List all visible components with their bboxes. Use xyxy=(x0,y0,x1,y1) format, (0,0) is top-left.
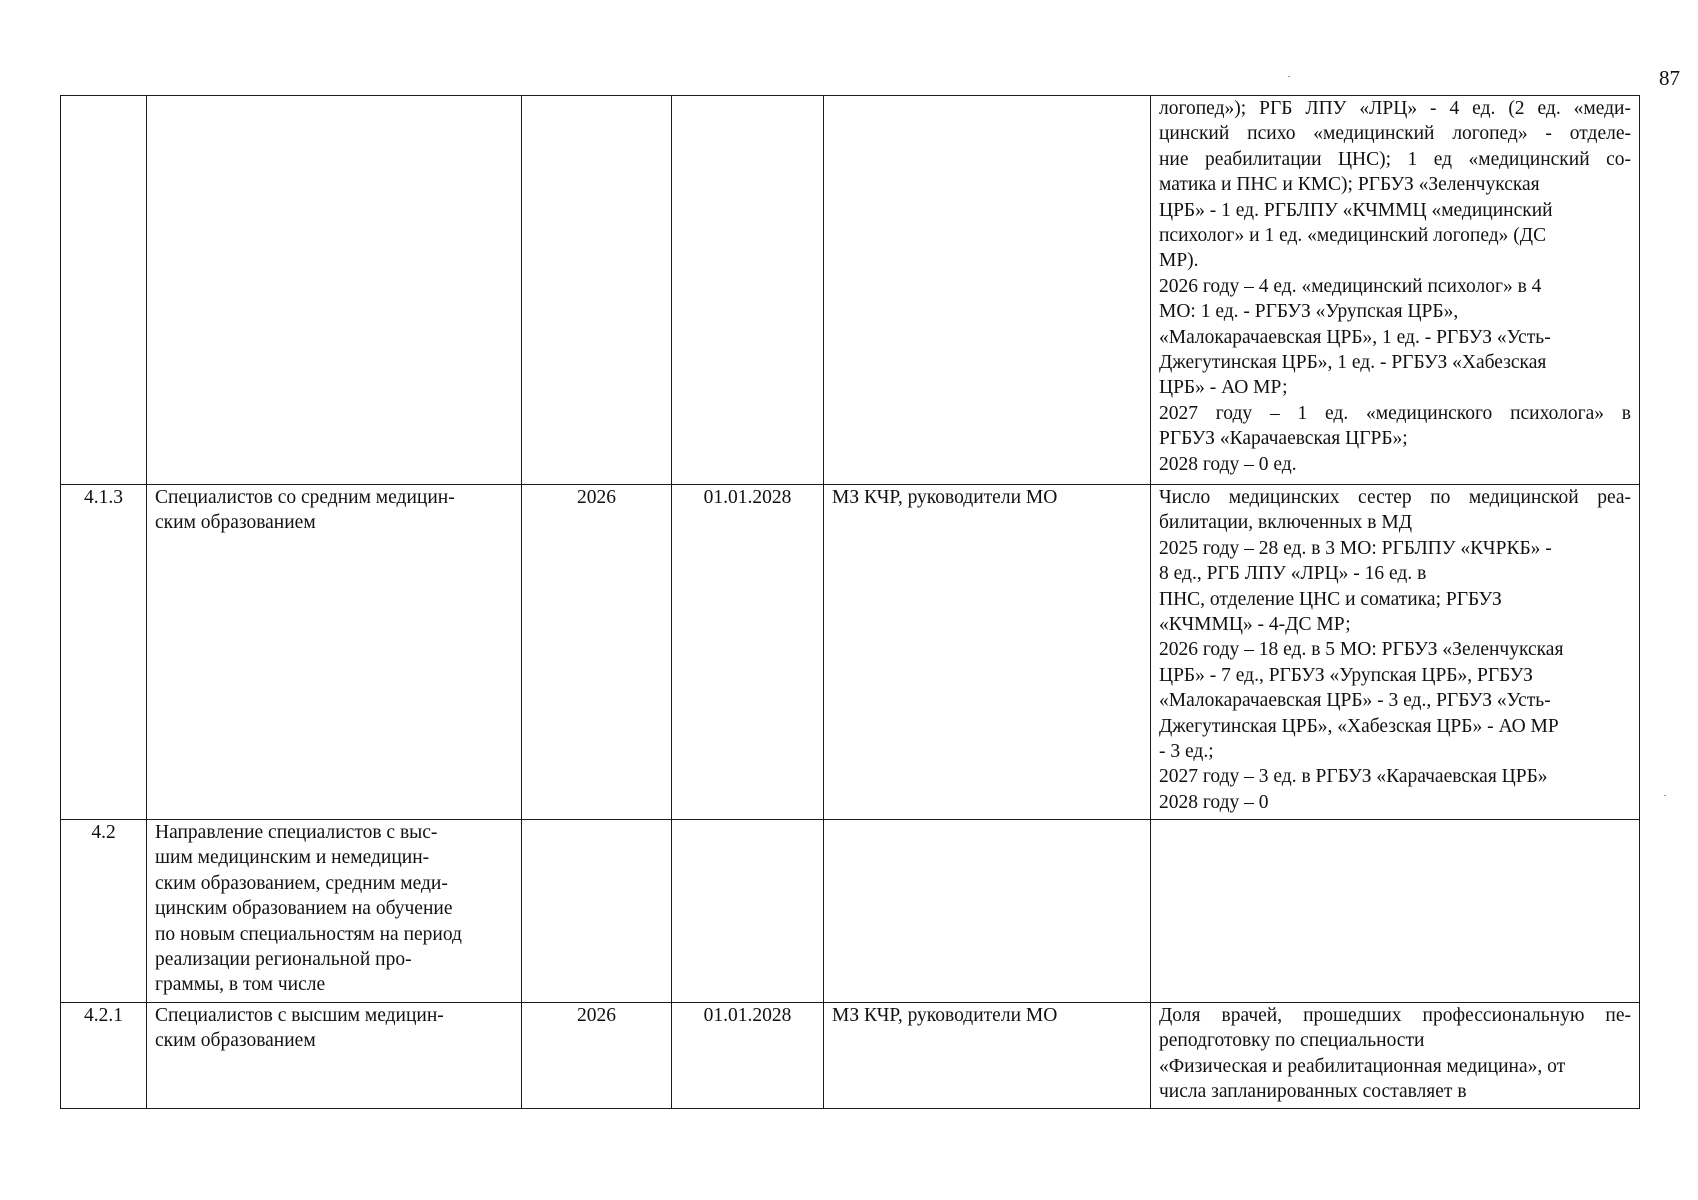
cell-indicator xyxy=(1151,485,1640,820)
text-line: МР). xyxy=(1159,250,1199,272)
cell-year xyxy=(522,96,672,485)
cell-year xyxy=(522,820,672,1003)
text-line: ским образованием, средним меди- xyxy=(155,872,448,894)
text-line: ние реабилитации ЦНС); 1 ед «медицинский со- xyxy=(1159,148,1631,170)
text-line: Доля врачей, прошедших профессиональную пе- xyxy=(1159,1005,1631,1026)
text-line: 2028 году – 0 xyxy=(1159,791,1269,813)
document-table xyxy=(60,95,1640,1109)
text-line: 2026 году – 18 ед. в 5 МО: РГБУЗ «Зеленчукская xyxy=(1159,639,1564,661)
cell-date xyxy=(672,820,824,1003)
text-line: Специалистов с высшим медицин- xyxy=(155,1005,444,1026)
text-line: ПНС, отделение ЦНС и соматика; РГБУЗ xyxy=(1159,588,1502,610)
scan-speck xyxy=(1288,76,1290,77)
cell-responsible: МЗ КЧР, руководители МО xyxy=(824,485,1151,820)
cell-responsible: МЗ КЧР, руководители МО xyxy=(824,1003,1151,1109)
text-line: ЦРБ» - 7 ед., РГБУЗ «Урупская ЦРБ», РГБУЗ xyxy=(1159,664,1533,686)
cell-title xyxy=(147,820,522,1003)
cell-date: 01.01.2028 xyxy=(672,485,824,820)
text-line: Джегутинская ЦРБ», «Хабезская ЦРБ» - АО МР xyxy=(1159,715,1559,737)
text-line: граммы, в том числе xyxy=(155,974,326,996)
cell-number: 4.2 xyxy=(61,820,147,1003)
cell-date xyxy=(672,96,824,485)
text-line: - 3 ед.; xyxy=(1159,741,1214,763)
text-line: числа запланированных составляет в xyxy=(1159,1081,1467,1103)
text-line: МО: 1 ед. - РГБУЗ «Урупская ЦРБ», xyxy=(1159,301,1459,323)
cell-title xyxy=(147,1003,522,1109)
text-line: 2028 году – 0 ед. xyxy=(1159,453,1297,475)
cell-year: 2026 xyxy=(522,485,672,820)
text-line: логопед»); РГБ ЛПУ «ЛРЦ» - 4 ед. (2 ед. «меди- xyxy=(1159,98,1631,119)
text-line: 2027 году – 3 ед. в РГБУЗ «Карачаевская ЦРБ» xyxy=(1159,766,1548,788)
cell-title xyxy=(147,485,522,820)
cell-indicator xyxy=(1151,1003,1640,1109)
cell-responsible xyxy=(824,96,1151,485)
scan-speck xyxy=(1664,795,1666,796)
table-row xyxy=(61,485,1640,820)
text-line: матика и ПНС и КМС); РГБУЗ «Зеленчукская xyxy=(1159,174,1540,196)
text-line: 8 ед., РГБ ЛПУ «ЛРЦ» - 16 ед. в xyxy=(1159,563,1427,585)
text-line: реализации региональной про- xyxy=(155,949,412,971)
text-line: Число медицинских сестер по медицинской реа- xyxy=(1159,487,1631,508)
text-line: по новым специальностям на период xyxy=(155,923,462,945)
text-line: цинским образованием на обучение xyxy=(155,898,453,920)
cell-number: 4.2.1 xyxy=(61,1003,147,1109)
cell-indicator xyxy=(1151,96,1640,485)
table-row xyxy=(61,820,1640,1003)
text-line: билитации, включенных в МД xyxy=(1159,512,1413,534)
text-line: 2026 году – 4 ед. «медицинский психолог» в 4 xyxy=(1159,275,1542,297)
cell-title xyxy=(147,96,522,485)
text-line: ЦРБ» - АО МР; xyxy=(1159,377,1288,399)
text-line: реподготовку по специальности xyxy=(1159,1030,1425,1052)
text-line: 2027 году – 1 ед. «медицинского психолога» в xyxy=(1159,402,1631,424)
table-row xyxy=(61,1003,1640,1109)
text-line: Направление специалистов с выс- xyxy=(155,822,438,843)
text-line: «Малокарачаевская ЦРБ», 1 ед. - РГБУЗ «Усть- xyxy=(1159,326,1551,348)
cell-year: 2026 xyxy=(522,1003,672,1109)
cell-number xyxy=(61,96,147,485)
text-line: ЦРБ» - 1 ед. РГБЛПУ «КЧММЦ «медицинский xyxy=(1159,199,1553,221)
text-line: 2025 году – 28 ед. в 3 МО: РГБЛПУ «КЧРКБ» - xyxy=(1159,537,1552,559)
cell-date: 01.01.2028 xyxy=(672,1003,824,1109)
cell-number: 4.1.3 xyxy=(61,485,147,820)
text-line: «Малокарачаевская ЦРБ» - 3 ед., РГБУЗ «Усть- xyxy=(1159,690,1551,712)
text-line: «Физическая и реабилитационная медицина», от xyxy=(1159,1055,1566,1077)
text-line: РГБУЗ «Карачаевская ЦГРБ»; xyxy=(1159,428,1408,450)
text-line: цинский психо «медицинский логопед» - отделе- xyxy=(1159,123,1631,145)
table-row xyxy=(61,96,1640,485)
page-number: 87 xyxy=(1659,66,1680,90)
text-line: психолог» и 1 ед. «медицинский логопед» (ДС xyxy=(1159,225,1547,247)
text-line: ским образованием xyxy=(155,1030,316,1052)
cell-indicator xyxy=(1151,820,1640,1003)
text-line: Джегутинская ЦРБ», 1 ед. - РГБУЗ «Хабезская xyxy=(1159,352,1547,374)
text-line: ским образованием xyxy=(155,512,316,534)
text-line: «КЧММЦ» - 4-ДС МР; xyxy=(1159,614,1351,636)
text-line: Специалистов со средним медицин- xyxy=(155,487,455,508)
text-line: шим медицинским и немедицин- xyxy=(155,847,430,869)
cell-responsible xyxy=(824,820,1151,1003)
